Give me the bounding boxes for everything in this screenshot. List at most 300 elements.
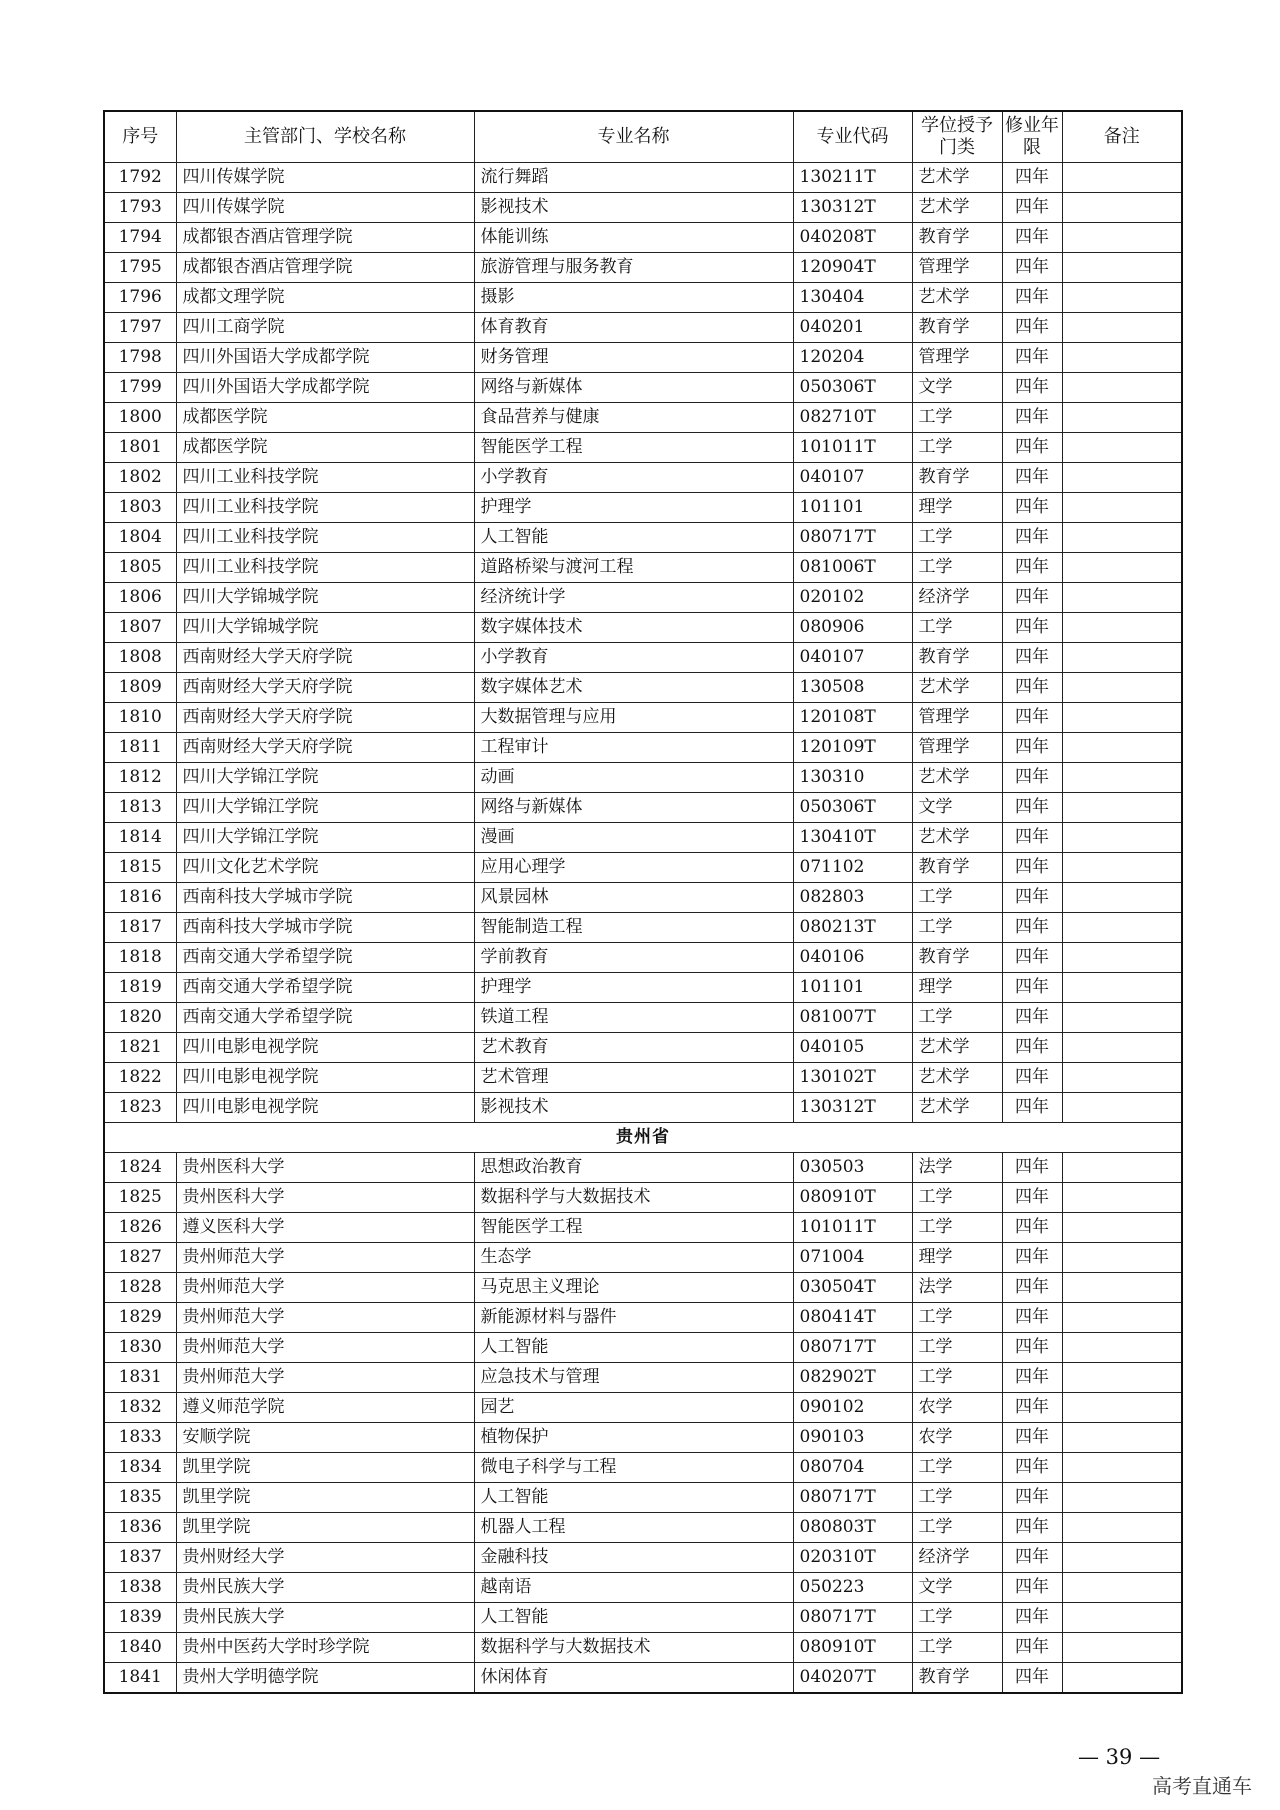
study-years: 四年 xyxy=(1002,433,1062,463)
study-years: 四年 xyxy=(1002,613,1062,643)
major-name: 数据科学与大数据技术 xyxy=(474,1633,793,1663)
study-years: 四年 xyxy=(1002,763,1062,793)
major-code: 071004 xyxy=(793,1243,912,1273)
major-name: 影视技术 xyxy=(474,1093,793,1123)
table-row xyxy=(104,793,1182,823)
degree-category: 管理学 xyxy=(912,703,1002,733)
degree-category: 理学 xyxy=(912,1243,1002,1273)
major-name: 机器人工程 xyxy=(474,1513,793,1543)
table-row xyxy=(104,1153,1182,1183)
row-index: 1812 xyxy=(104,763,176,793)
degree-category: 工学 xyxy=(912,1363,1002,1393)
study-years: 四年 xyxy=(1002,1003,1062,1033)
row-index: 1823 xyxy=(104,1093,176,1123)
degree-category: 教育学 xyxy=(912,1663,1002,1694)
table-row xyxy=(104,583,1182,613)
school-name: 贵州医科大学 xyxy=(176,1183,474,1213)
degree-category: 理学 xyxy=(912,973,1002,1003)
notes xyxy=(1062,1183,1182,1213)
major-name: 风景园林 xyxy=(474,883,793,913)
degree-category: 工学 xyxy=(912,1633,1002,1663)
table-row xyxy=(104,1033,1182,1063)
table-row xyxy=(104,1573,1182,1603)
major-code: 082803 xyxy=(793,883,912,913)
degree-category: 艺术学 xyxy=(912,163,1002,193)
table-header-row xyxy=(104,111,1182,163)
notes xyxy=(1062,313,1182,343)
major-code: 130508 xyxy=(793,673,912,703)
degree-category: 工学 xyxy=(912,613,1002,643)
notes xyxy=(1062,943,1182,973)
major-code: 030503 xyxy=(793,1153,912,1183)
table-row xyxy=(104,1243,1182,1273)
major-code: 080906 xyxy=(793,613,912,643)
row-index: 1817 xyxy=(104,913,176,943)
degree-category: 工学 xyxy=(912,1333,1002,1363)
row-index: 1794 xyxy=(104,223,176,253)
major-code: 082710T xyxy=(793,403,912,433)
major-code: 101101 xyxy=(793,493,912,523)
study-years: 四年 xyxy=(1002,973,1062,1003)
degree-category: 文学 xyxy=(912,793,1002,823)
study-years: 四年 xyxy=(1002,1453,1062,1483)
degree-category: 工学 xyxy=(912,1513,1002,1543)
study-years: 四年 xyxy=(1002,1513,1062,1543)
table-row xyxy=(104,1183,1182,1213)
notes xyxy=(1062,613,1182,643)
notes xyxy=(1062,1513,1182,1543)
row-index: 1815 xyxy=(104,853,176,883)
major-name: 体能训练 xyxy=(474,223,793,253)
major-code: 130211T xyxy=(793,163,912,193)
row-index: 1797 xyxy=(104,313,176,343)
major-name: 微电子科学与工程 xyxy=(474,1453,793,1483)
notes xyxy=(1062,1243,1182,1273)
notes xyxy=(1062,553,1182,583)
major-code: 090103 xyxy=(793,1423,912,1453)
study-years: 四年 xyxy=(1002,313,1062,343)
table-row xyxy=(104,763,1182,793)
study-years: 四年 xyxy=(1002,1093,1062,1123)
major-name: 人工智能 xyxy=(474,523,793,553)
study-years: 四年 xyxy=(1002,1633,1062,1663)
row-index: 1833 xyxy=(104,1423,176,1453)
notes xyxy=(1062,523,1182,553)
notes xyxy=(1062,643,1182,673)
notes xyxy=(1062,223,1182,253)
notes xyxy=(1062,373,1182,403)
study-years: 四年 xyxy=(1002,403,1062,433)
notes xyxy=(1062,1483,1182,1513)
study-years: 四年 xyxy=(1002,823,1062,853)
study-years: 四年 xyxy=(1002,1063,1062,1093)
degree-category: 农学 xyxy=(912,1423,1002,1453)
notes xyxy=(1062,463,1182,493)
table-row xyxy=(104,943,1182,973)
row-index: 1816 xyxy=(104,883,176,913)
row-index: 1804 xyxy=(104,523,176,553)
table-row xyxy=(104,163,1182,193)
row-index: 1837 xyxy=(104,1543,176,1573)
study-years: 四年 xyxy=(1002,493,1062,523)
major-code: 090102 xyxy=(793,1393,912,1423)
school-name: 西南科技大学城市学院 xyxy=(176,913,474,943)
row-index: 1808 xyxy=(104,643,176,673)
school-name: 贵州医科大学 xyxy=(176,1153,474,1183)
header-index: 序号 xyxy=(104,111,176,163)
major-name: 流行舞蹈 xyxy=(474,163,793,193)
table-row xyxy=(104,1273,1182,1303)
row-index: 1818 xyxy=(104,943,176,973)
major-name: 人工智能 xyxy=(474,1333,793,1363)
school-name: 凯里学院 xyxy=(176,1513,474,1543)
school-name: 成都银杏酒店管理学院 xyxy=(176,223,474,253)
major-code: 040208T xyxy=(793,223,912,253)
table-row xyxy=(104,1213,1182,1243)
degree-category: 工学 xyxy=(912,1483,1002,1513)
major-name: 应急技术与管理 xyxy=(474,1363,793,1393)
major-code: 040106 xyxy=(793,943,912,973)
row-index: 1809 xyxy=(104,673,176,703)
school-name: 贵州大学明德学院 xyxy=(176,1663,474,1694)
major-code: 101011T xyxy=(793,1213,912,1243)
table-row xyxy=(104,253,1182,283)
major-code: 130310 xyxy=(793,763,912,793)
notes xyxy=(1062,403,1182,433)
row-index: 1829 xyxy=(104,1303,176,1333)
major-name: 植物保护 xyxy=(474,1423,793,1453)
study-years: 四年 xyxy=(1002,1603,1062,1633)
school-name: 成都文理学院 xyxy=(176,283,474,313)
table-row xyxy=(104,553,1182,583)
header-years: 修业年限 xyxy=(1002,111,1062,163)
row-index: 1826 xyxy=(104,1213,176,1243)
major-code: 040105 xyxy=(793,1033,912,1063)
header-degree: 学位授予门类 xyxy=(912,111,1002,163)
degree-category: 工学 xyxy=(912,1303,1002,1333)
study-years: 四年 xyxy=(1002,193,1062,223)
school-name: 成都医学院 xyxy=(176,403,474,433)
study-years: 四年 xyxy=(1002,163,1062,193)
school-name: 四川工业科技学院 xyxy=(176,463,474,493)
study-years: 四年 xyxy=(1002,1183,1062,1213)
school-name: 四川工商学院 xyxy=(176,313,474,343)
notes xyxy=(1062,1093,1182,1123)
school-name: 四川大学锦江学院 xyxy=(176,763,474,793)
school-name: 四川电影电视学院 xyxy=(176,1033,474,1063)
major-name: 体育教育 xyxy=(474,313,793,343)
notes xyxy=(1062,1003,1182,1033)
row-index: 1801 xyxy=(104,433,176,463)
watermark: 高考直通车 xyxy=(1152,1774,1252,1798)
header-major: 专业名称 xyxy=(474,111,793,163)
major-name: 数字媒体艺术 xyxy=(474,673,793,703)
study-years: 四年 xyxy=(1002,1543,1062,1573)
table-row xyxy=(104,1603,1182,1633)
table-row xyxy=(104,463,1182,493)
row-index: 1834 xyxy=(104,1453,176,1483)
table-row xyxy=(104,373,1182,403)
major-code: 080414T xyxy=(793,1303,912,1333)
degree-category: 理学 xyxy=(912,493,1002,523)
major-name: 数据科学与大数据技术 xyxy=(474,1183,793,1213)
table-row xyxy=(104,1393,1182,1423)
school-name: 贵州师范大学 xyxy=(176,1273,474,1303)
major-name: 铁道工程 xyxy=(474,1003,793,1033)
school-name: 四川传媒学院 xyxy=(176,193,474,223)
major-code: 101101 xyxy=(793,973,912,1003)
notes xyxy=(1062,1333,1182,1363)
school-name: 四川工业科技学院 xyxy=(176,553,474,583)
major-code: 040201 xyxy=(793,313,912,343)
study-years: 四年 xyxy=(1002,1333,1062,1363)
degree-category: 农学 xyxy=(912,1393,1002,1423)
study-years: 四年 xyxy=(1002,1213,1062,1243)
table-row xyxy=(104,853,1182,883)
major-code: 071102 xyxy=(793,853,912,883)
school-name: 西南科技大学城市学院 xyxy=(176,883,474,913)
degree-category: 法学 xyxy=(912,1273,1002,1303)
school-name: 西南财经大学天府学院 xyxy=(176,703,474,733)
major-code: 050306T xyxy=(793,793,912,823)
degree-category: 法学 xyxy=(912,1153,1002,1183)
degree-category: 经济学 xyxy=(912,1543,1002,1573)
school-name: 成都医学院 xyxy=(176,433,474,463)
school-name: 四川大学锦江学院 xyxy=(176,823,474,853)
notes xyxy=(1062,733,1182,763)
study-years: 四年 xyxy=(1002,1303,1062,1333)
degree-category: 艺术学 xyxy=(912,283,1002,313)
study-years: 四年 xyxy=(1002,793,1062,823)
school-name: 西南交通大学希望学院 xyxy=(176,943,474,973)
study-years: 四年 xyxy=(1002,853,1062,883)
major-name: 人工智能 xyxy=(474,1603,793,1633)
degree-category: 管理学 xyxy=(912,733,1002,763)
table-row xyxy=(104,223,1182,253)
degree-category: 工学 xyxy=(912,403,1002,433)
notes xyxy=(1062,883,1182,913)
major-code: 080717T xyxy=(793,1483,912,1513)
notes xyxy=(1062,1363,1182,1393)
major-code: 080717T xyxy=(793,1603,912,1633)
degree-category: 教育学 xyxy=(912,643,1002,673)
table-row xyxy=(104,643,1182,673)
degree-category: 艺术学 xyxy=(912,1063,1002,1093)
degree-category: 艺术学 xyxy=(912,823,1002,853)
major-name: 网络与新媒体 xyxy=(474,373,793,403)
row-index: 1819 xyxy=(104,973,176,1003)
table-row xyxy=(104,403,1182,433)
school-name: 四川传媒学院 xyxy=(176,163,474,193)
row-index: 1836 xyxy=(104,1513,176,1543)
major-name: 食品营养与健康 xyxy=(474,403,793,433)
major-name: 休闲体育 xyxy=(474,1663,793,1694)
notes xyxy=(1062,493,1182,523)
school-name: 安顺学院 xyxy=(176,1423,474,1453)
major-code: 101011T xyxy=(793,433,912,463)
major-name: 财务管理 xyxy=(474,343,793,373)
major-name: 学前教育 xyxy=(474,943,793,973)
major-name: 旅游管理与服务教育 xyxy=(474,253,793,283)
major-name: 智能制造工程 xyxy=(474,913,793,943)
table-row xyxy=(104,673,1182,703)
header-school: 主管部门、学校名称 xyxy=(176,111,474,163)
school-name: 凯里学院 xyxy=(176,1483,474,1513)
major-name: 大数据管理与应用 xyxy=(474,703,793,733)
major-code: 080213T xyxy=(793,913,912,943)
degree-category: 教育学 xyxy=(912,853,1002,883)
degree-category: 文学 xyxy=(912,1573,1002,1603)
study-years: 四年 xyxy=(1002,223,1062,253)
study-years: 四年 xyxy=(1002,703,1062,733)
major-code: 080910T xyxy=(793,1633,912,1663)
row-index: 1841 xyxy=(104,1663,176,1694)
table-row xyxy=(104,1543,1182,1573)
school-name: 贵州师范大学 xyxy=(176,1333,474,1363)
major-code: 130312T xyxy=(793,1093,912,1123)
notes xyxy=(1062,1663,1182,1694)
table-row xyxy=(104,613,1182,643)
degree-category: 艺术学 xyxy=(912,763,1002,793)
study-years: 四年 xyxy=(1002,733,1062,763)
major-name: 动画 xyxy=(474,763,793,793)
degree-category: 管理学 xyxy=(912,343,1002,373)
study-years: 四年 xyxy=(1002,913,1062,943)
page-number: — 39 — xyxy=(1078,1745,1161,1769)
table-row xyxy=(104,1423,1182,1453)
row-index: 1839 xyxy=(104,1603,176,1633)
notes xyxy=(1062,1153,1182,1183)
study-years: 四年 xyxy=(1002,1663,1062,1694)
row-index: 1810 xyxy=(104,703,176,733)
table-row xyxy=(104,313,1182,343)
notes xyxy=(1062,583,1182,613)
study-years: 四年 xyxy=(1002,673,1062,703)
majors-table xyxy=(103,110,1183,1694)
school-name: 成都银杏酒店管理学院 xyxy=(176,253,474,283)
table-row xyxy=(104,1453,1182,1483)
notes xyxy=(1062,163,1182,193)
study-years: 四年 xyxy=(1002,343,1062,373)
school-name: 遵义师范学院 xyxy=(176,1393,474,1423)
notes xyxy=(1062,823,1182,853)
notes xyxy=(1062,973,1182,1003)
notes xyxy=(1062,343,1182,373)
major-code: 080803T xyxy=(793,1513,912,1543)
school-name: 凯里学院 xyxy=(176,1453,474,1483)
province-row xyxy=(104,1123,1182,1153)
row-index: 1832 xyxy=(104,1393,176,1423)
row-index: 1825 xyxy=(104,1183,176,1213)
table-row xyxy=(104,433,1182,463)
major-code: 130102T xyxy=(793,1063,912,1093)
major-name: 艺术教育 xyxy=(474,1033,793,1063)
notes xyxy=(1062,1423,1182,1453)
row-index: 1799 xyxy=(104,373,176,403)
table-row xyxy=(104,1663,1182,1694)
school-name: 贵州师范大学 xyxy=(176,1243,474,1273)
table-row xyxy=(104,733,1182,763)
school-name: 西南财经大学天府学院 xyxy=(176,643,474,673)
school-name: 西南交通大学希望学院 xyxy=(176,973,474,1003)
school-name: 四川电影电视学院 xyxy=(176,1063,474,1093)
major-name: 艺术管理 xyxy=(474,1063,793,1093)
school-name: 四川大学锦城学院 xyxy=(176,613,474,643)
major-name: 越南语 xyxy=(474,1573,793,1603)
notes xyxy=(1062,1273,1182,1303)
degree-category: 经济学 xyxy=(912,583,1002,613)
table-row xyxy=(104,1483,1182,1513)
major-name: 小学教育 xyxy=(474,463,793,493)
major-name: 应用心理学 xyxy=(474,853,793,883)
major-code: 120109T xyxy=(793,733,912,763)
school-name: 四川电影电视学院 xyxy=(176,1093,474,1123)
major-name: 智能医学工程 xyxy=(474,433,793,463)
row-index: 1828 xyxy=(104,1273,176,1303)
notes xyxy=(1062,433,1182,463)
study-years: 四年 xyxy=(1002,553,1062,583)
major-name: 影视技术 xyxy=(474,193,793,223)
major-code: 080717T xyxy=(793,1333,912,1363)
major-code: 080910T xyxy=(793,1183,912,1213)
school-name: 西南交通大学希望学院 xyxy=(176,1003,474,1033)
table-row xyxy=(104,523,1182,553)
notes xyxy=(1062,1543,1182,1573)
row-index: 1831 xyxy=(104,1363,176,1393)
degree-category: 工学 xyxy=(912,1453,1002,1483)
row-index: 1800 xyxy=(104,403,176,433)
notes xyxy=(1062,793,1182,823)
row-index: 1795 xyxy=(104,253,176,283)
major-code: 120204 xyxy=(793,343,912,373)
table-row xyxy=(104,1333,1182,1363)
degree-category: 教育学 xyxy=(912,313,1002,343)
row-index: 1830 xyxy=(104,1333,176,1363)
study-years: 四年 xyxy=(1002,1273,1062,1303)
major-name: 金融科技 xyxy=(474,1543,793,1573)
school-name: 西南财经大学天府学院 xyxy=(176,673,474,703)
degree-category: 工学 xyxy=(912,1183,1002,1213)
table-row xyxy=(104,973,1182,1003)
school-name: 贵州师范大学 xyxy=(176,1363,474,1393)
major-code: 130410T xyxy=(793,823,912,853)
major-code: 050306T xyxy=(793,373,912,403)
row-index: 1811 xyxy=(104,733,176,763)
major-name: 智能医学工程 xyxy=(474,1213,793,1243)
study-years: 四年 xyxy=(1002,583,1062,613)
degree-category: 管理学 xyxy=(912,253,1002,283)
row-index: 1805 xyxy=(104,553,176,583)
notes xyxy=(1062,1633,1182,1663)
major-name: 护理学 xyxy=(474,973,793,1003)
major-code: 120108T xyxy=(793,703,912,733)
notes xyxy=(1062,853,1182,883)
school-name: 四川大学锦江学院 xyxy=(176,793,474,823)
school-name: 西南财经大学天府学院 xyxy=(176,733,474,763)
table-row xyxy=(104,1003,1182,1033)
study-years: 四年 xyxy=(1002,283,1062,313)
major-code: 040107 xyxy=(793,463,912,493)
notes xyxy=(1062,1603,1182,1633)
major-code: 082902T xyxy=(793,1363,912,1393)
table-row xyxy=(104,1093,1182,1123)
notes xyxy=(1062,1063,1182,1093)
header-code: 专业代码 xyxy=(793,111,912,163)
notes xyxy=(1062,1393,1182,1423)
table-row xyxy=(104,493,1182,523)
table-row xyxy=(104,343,1182,373)
school-name: 遵义医科大学 xyxy=(176,1213,474,1243)
